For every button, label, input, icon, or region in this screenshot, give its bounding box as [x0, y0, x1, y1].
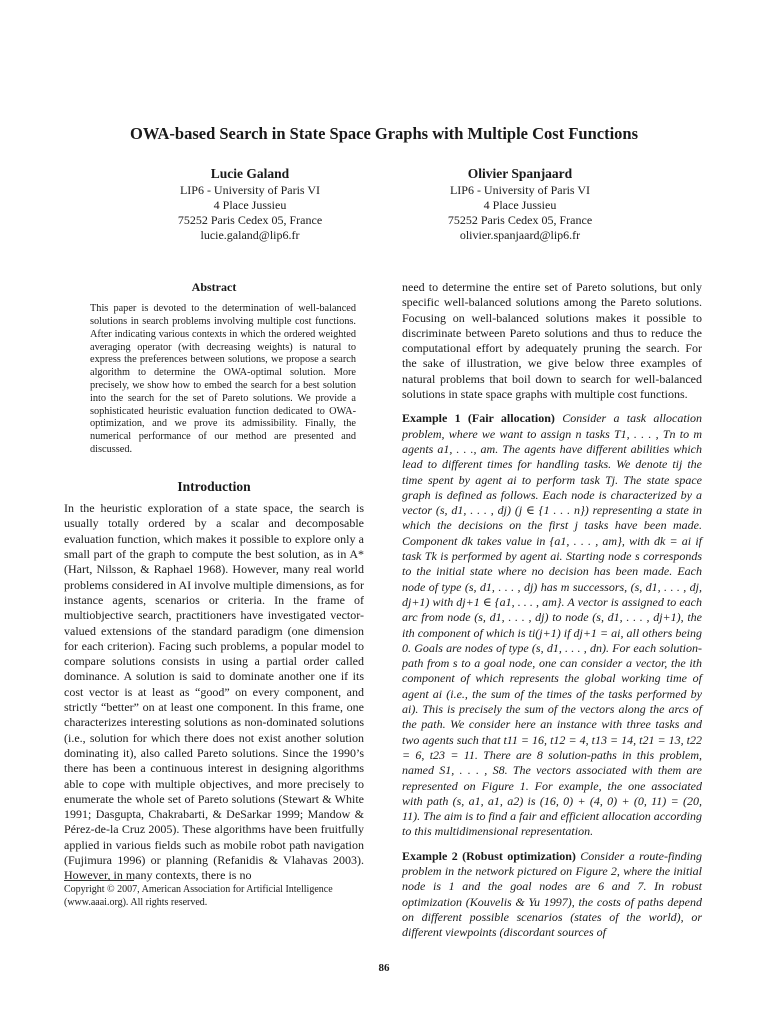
page-number: 86 — [378, 962, 390, 974]
example-1-label: Example 1 (Fair allocation) — [402, 411, 555, 426]
author-email: lucie.galand@lip6.fr — [200, 228, 300, 242]
author-affiliation: LIP6 - University of Paris VI — [449, 183, 591, 197]
example-2-paragraph — [402, 849, 702, 941]
example-1-text: Consider a task allocation problem, where we want to assign n tasks T1, . . . , Tn to m agents a1, . . ., am. The agents have different abilities which lead to different times for handling tasks. We denote tij the time spent by agent ai to perform task Tj. The state space graph is defined as follows. Each node is characterized by a vector (s, d1, . . . , dj) (j ∈ {1 . . . n}) representing a state in which the decisions on the first j tasks have been made. Component dk takes value in {a1, . . . , am}, with dk = ai if task Tk is performed by agent ai. Starting node s corresponds to the initial state where no decision has been made. Each node of type (s, d1, . . . , dj) has m successors, (s, d1, . . . , dj, dj+1) with dj+1 ∈ {a1, . . . , am}. A vector is assigned to each arc from node (s, d1, . . . , dj) to node (s, d1, . . . , dj+1), the ith component of which is ti(j+1) if dj+1 = ai, all others being 0. Goals are nodes of type (s, d1, . . . , dn). For each solution-path from s to a goal node, one can consider a vector, the ith component of which represents the global working time of agent ai (i.e., the sum of the times of the tasks performed by ai). This is precisely the sum of the vectors along the arcs of the path. We consider here an instance with three tasks and two agents such that t11 = 16, t12 = 4, t13 = 14, t21 = 13, t22 = 6, t23 = 11. There are 8 solution-paths in this problem, named S1, . . . , S8. The vectors associated with them are represented on Figure 1. For example, the one associated with path (s, a1, a1, a2) is (16, 0) + (4, 0) + (0, 11) = (20, 11). The aim is to find a fair and efficient allocation according to this multidimensional representation. — [402, 411, 703, 839]
example-1-paragraph — [402, 411, 702, 839]
author-name: Lucie Galand — [210, 166, 290, 181]
introduction-continued-text: need to determine the entire set of Pareto solutions, but only specific well-balanced solutions among the Pareto solutions. Focusing on well-balanced solutions makes it possible to discriminate between Pareto solutions and thus to reduce the computational effort by adequately pruning the search. For the sake of illustration, we give below three examples of natural problems that boil down to search for well-balanced solutions in state space graphs with multiple cost functions. — [402, 280, 702, 402]
paper-title: OWA-based Search in State Space Graphs with Multiple Cost Functions — [129, 124, 639, 143]
author-block-1 — [130, 166, 370, 243]
author-address-line-2: 75252 Paris Cedex 05, France — [177, 213, 323, 227]
introduction-text: In the heuristic exploration of a state space, the search is usually totally ordered by a scalar and decomposable evaluation function, which makes it possible to explore only a small part of the graph to compute the best solution, as in A* (Hart, Nilsson, & Raphael 1968). However, many real world problems considered in AI involve multiple dimensions, as for instance agents, scenarios or criteria. In the frame of multiobjective search, practitioners have investigated vector-valued extensions of the standard paradigm (one dimension for each criterion). Facing such problems, a popular model to compare solutions consists in using a partial order called dominance. A solution is said to dominate another one if its cost vector is at least as “good” on every component, and strictly “better” on at least one component. In this frame, one characterizes interesting solutions as non-dominated solutions (i.e., solution for which there does not exist another solution dominating it), also called Pareto solutions. Since the 1990’s there has been a continuous interest in designing algorithms able to cope with multiple objectives, and more precisely to enumerate the whole set of Pareto solutions (Stewart & White 1991; Dasgupta, Chakrabarti, & DeSarkar 1999; Mandow & Pérez-de-la Cruz 2005). These algorithms have been fruitfully applied in various fields such as mobile robot path navigation (Fujimura 1996) or planning (Refanidis & Vlahavas 2003). However, in many contexts, there is no — [64, 501, 364, 883]
right-column — [402, 280, 702, 940]
author-address-line-1: 4 Place Jussieu — [213, 198, 287, 212]
author-name: Olivier Spanjaard — [467, 166, 573, 181]
author-block-2 — [400, 166, 640, 243]
abstract-text: This paper is devoted to the determination of well-balanced solutions in search problems involving multiple cost functions. After indicating various contexts in which the ordered weighted averaging operator (with decreasing weights) is natural to express the preferences between solutions, we propose a search algorithm to determine the OWA-optimal solution. More precisely, we show how to embed the search for a best solution into the search for the set of Pareto solutions. We provide a sophisticated heuristic evaluation function dedicated to OWA-optimization, and we prove its admissibility. Finally, the numerical performance of our method are presented and discussed. — [90, 303, 356, 456]
copyright-footnote: Copyright © 2007, American Association for Artificial Intelligence (www.aaai.org). All rights reserved. — [64, 884, 333, 908]
abstract-heading: Abstract — [191, 280, 237, 294]
left-column — [64, 280, 364, 884]
author-address-line-1: 4 Place Jussieu — [483, 198, 557, 212]
footnote-rule — [64, 880, 134, 881]
author-affiliation: LIP6 - University of Paris VI — [179, 183, 321, 197]
example-2-label: Example 2 (Robust optimization) — [402, 848, 576, 863]
author-email: olivier.spanjaard@lip6.fr — [459, 228, 581, 242]
introduction-heading: Introduction — [177, 478, 251, 494]
example-2-text: Consider a route-finding problem in the network pictured on Figure 2, where the initial node is 1 and the goal nodes are 6 and 7. In robust optimization (Kouvelis & Yu 1997), the costs of paths depend on different possible scenarios (states of the world), or different viewpoints (discordant sources of — [402, 848, 702, 940]
author-address-line-2: 75252 Paris Cedex 05, France — [447, 213, 593, 227]
